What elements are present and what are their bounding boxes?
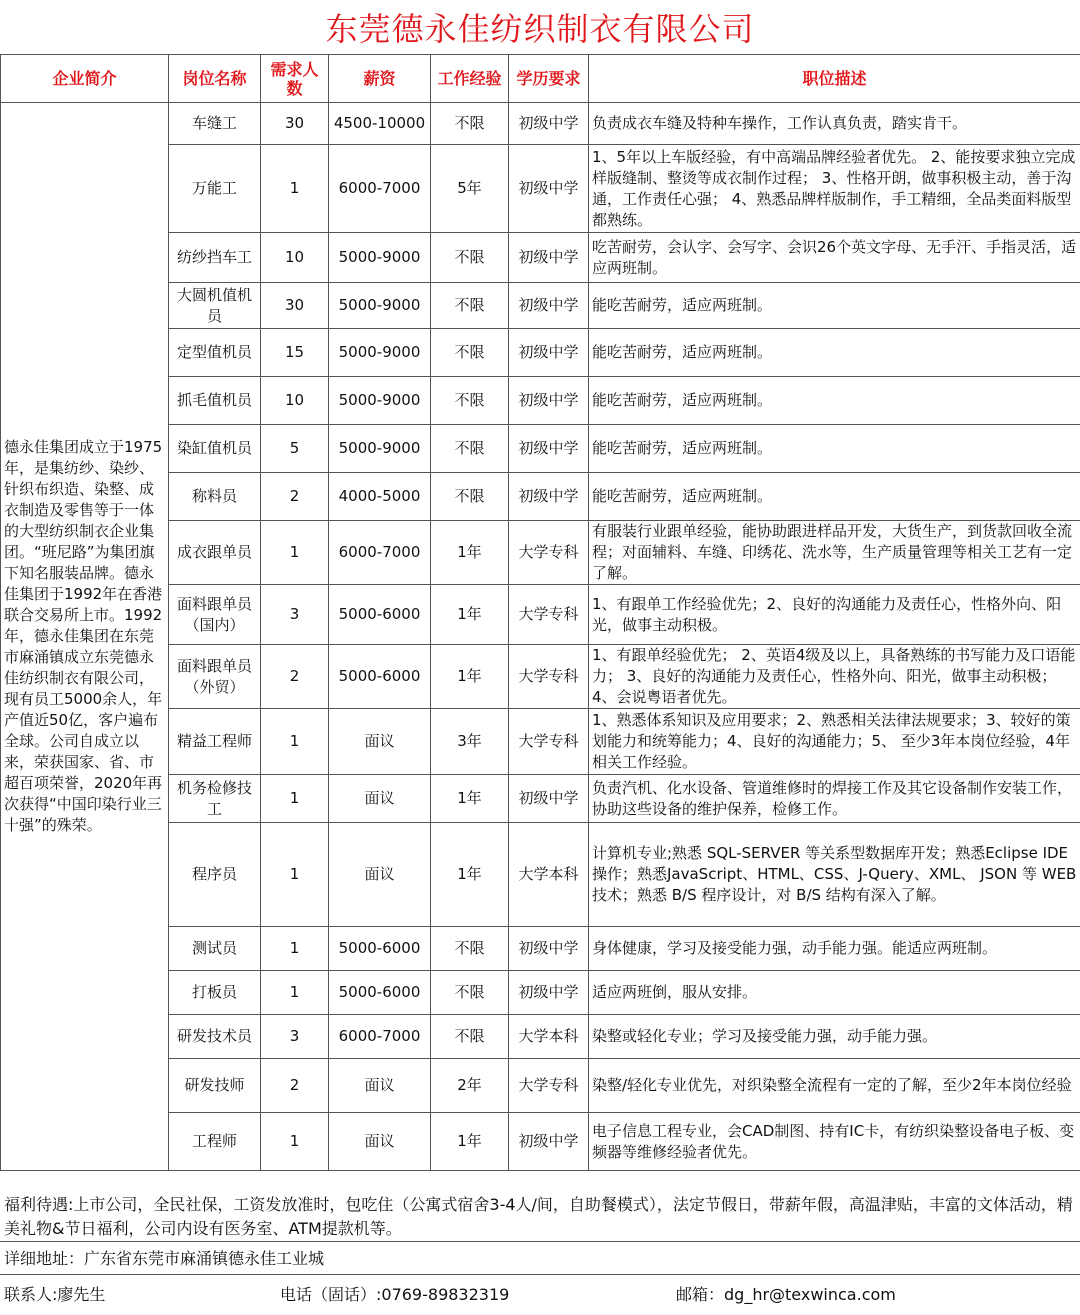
education: 大学本科 <box>509 823 589 927</box>
education: 大学专科 <box>509 585 589 645</box>
address: 详细地址：广东省东莞市麻涌镇德永佳工业城 <box>0 1242 1080 1275</box>
job-table <box>0 54 1080 1171</box>
experience: 1年 <box>431 645 509 709</box>
job-description: 能吃苦耐劳，适应两班制。 <box>589 425 1080 473</box>
experience: 不限 <box>431 283 509 329</box>
salary: 4500-10000 <box>329 103 431 145</box>
job-description: 计算机专业;熟悉 SQL-SERVER 等关系型数据库开发；熟悉Eclipse IDE操作；熟悉JavaScript、HTML、CSS、J-Query、XML、 JSON 等 WEB 技术；熟悉 B/S 程序设计，对 B/S 结构有深入了解。 <box>589 823 1080 927</box>
job-description: 电子信息工程专业，会CAD制图、持有IC卡，有纺织染整设备电子板、变频器等维修经验者优先。 <box>589 1113 1080 1171</box>
headcount: 3 <box>261 585 329 645</box>
salary: 面议 <box>329 1113 431 1171</box>
job-description: 能吃苦耐劳，适应两班制。 <box>589 283 1080 329</box>
experience: 2年 <box>431 1059 509 1113</box>
education: 初级中学 <box>509 329 589 377</box>
job-description: 1、有跟单经验优先； 2、英语4级及以上，具备熟练的书写能力及口语能力； 3、良好的沟通能力及责任心，性格外向、阳光，做事主动积极；4、会说粤语者优先。 <box>589 645 1080 709</box>
job-description: 染整或轻化专业；学习及接受能力强，动手能力强。 <box>589 1015 1080 1059</box>
contact-bar <box>0 1275 1080 1311</box>
education: 初级中学 <box>509 775 589 823</box>
headcount: 1 <box>261 145 329 233</box>
experience: 不限 <box>431 103 509 145</box>
contact-phone: 电话（固话）:0769-89832319 <box>280 1275 509 1315</box>
header-education: 学历要求 <box>509 55 589 103</box>
header-experience: 工作经验 <box>431 55 509 103</box>
headcount: 1 <box>261 521 329 585</box>
contact-email: 邮箱：dg_hr@texwinca.com <box>676 1275 896 1315</box>
salary: 5000-9000 <box>329 425 431 473</box>
position-name: 纺纱挡车工 <box>169 233 261 283</box>
headcount: 5 <box>261 425 329 473</box>
position-name: 抓毛值机员 <box>169 377 261 425</box>
salary: 5000-6000 <box>329 971 431 1015</box>
job-description: 负责成衣车缝及特种车操作，工作认真负责，踏实肯干。 <box>589 103 1080 145</box>
job-description: 有服装行业跟单经验，能协助跟进样品开发，大货生产，到货款回收全流程；对面辅料、车缝、印绣花、洗水等，生产质量管理等相关工艺有一定了解。 <box>589 521 1080 585</box>
headcount: 1 <box>261 775 329 823</box>
salary: 5000-6000 <box>329 585 431 645</box>
position-name: 称料员 <box>169 473 261 521</box>
job-description: 吃苦耐劳，会认字、会写字、会识26个英文字母、无手汗、手指灵活，适应两班制。 <box>589 233 1080 283</box>
education: 初级中学 <box>509 473 589 521</box>
experience: 不限 <box>431 473 509 521</box>
experience: 不限 <box>431 329 509 377</box>
position-name: 打板员 <box>169 971 261 1015</box>
company-intro: 德永佳集团成立于1975年，是集纺纱、染纱、针织布织造、染整、成衣制造及零售等于一体的大型纺织制衣企业集团。“班尼路”为集团旗下知名服装品牌。德永佳集团于1992年在香港联合交易所上市。1992年，德永佳集团在东莞市麻涌镇成立东莞德永佳纺织制衣有限公司，现有员工5000余人，年产值近50亿，客户遍布全球。公司自成立以来，荣获国家、省、市超百项荣誉，2020年再次获得“中国印染行业三十强”的殊荣。 <box>1 103 169 1171</box>
experience: 不限 <box>431 1015 509 1059</box>
education: 大学专科 <box>509 521 589 585</box>
education: 初级中学 <box>509 425 589 473</box>
position-name: 面料跟单员（国内） <box>169 585 261 645</box>
education: 初级中学 <box>509 1113 589 1171</box>
education: 初级中学 <box>509 971 589 1015</box>
education: 初级中学 <box>509 283 589 329</box>
header-salary: 薪资 <box>329 55 431 103</box>
job-description: 能吃苦耐劳，适应两班制。 <box>589 473 1080 521</box>
salary: 5000-9000 <box>329 233 431 283</box>
job-description: 1、熟悉体系知识及应用要求；2、熟悉相关法律法规要求；3、较好的策划能力和统筹能力；4、良好的沟通能力；5、 至少3年本岗位经验，4年相关工作经验。 <box>589 709 1080 775</box>
salary: 5000-9000 <box>329 329 431 377</box>
table-header-row <box>1 55 1080 103</box>
experience: 3年 <box>431 709 509 775</box>
header-position: 岗位名称 <box>169 55 261 103</box>
job-description: 负责汽机、化水设备、管道维修时的焊接工作及其它设备制作安装工作，协助这些设备的维护保养，检修工作。 <box>589 775 1080 823</box>
education: 初级中学 <box>509 103 589 145</box>
position-name: 程序员 <box>169 823 261 927</box>
experience: 不限 <box>431 927 509 971</box>
header-count: 需求人数 <box>261 55 329 103</box>
education: 大学专科 <box>509 645 589 709</box>
headcount: 30 <box>261 103 329 145</box>
headcount: 2 <box>261 645 329 709</box>
job-description: 适应两班倒，服从安排。 <box>589 971 1080 1015</box>
headcount: 10 <box>261 233 329 283</box>
headcount: 15 <box>261 329 329 377</box>
position-name: 机务检修技工 <box>169 775 261 823</box>
headcount: 1 <box>261 823 329 927</box>
headcount: 2 <box>261 1059 329 1113</box>
salary: 6000-7000 <box>329 1015 431 1059</box>
job-description: 能吃苦耐劳，适应两班制。 <box>589 329 1080 377</box>
headcount: 1 <box>261 709 329 775</box>
education: 初级中学 <box>509 927 589 971</box>
education: 大学专科 <box>509 1059 589 1113</box>
job-description: 1、有跟单工作经验优先；2、良好的沟通能力及责任心，性格外向、阳光，做事主动积极。 <box>589 585 1080 645</box>
headcount: 1 <box>261 927 329 971</box>
experience: 不限 <box>431 425 509 473</box>
job-description: 染整/轻化专业优先，对织染整全流程有一定的了解，至少2年本岗位经验 <box>589 1059 1080 1113</box>
position-name: 面料跟单员（外贸） <box>169 645 261 709</box>
contact-person: 联系人:廖先生 <box>4 1275 105 1315</box>
position-name: 成衣跟单员 <box>169 521 261 585</box>
position-name: 大圆机值机员 <box>169 283 261 329</box>
experience: 1年 <box>431 521 509 585</box>
job-description: 身体健康，学习及接受能力强，动手能力强。能适应两班制。 <box>589 927 1080 971</box>
page-title: 东莞德永佳纺织制衣有限公司 <box>0 0 1080 54</box>
headcount: 30 <box>261 283 329 329</box>
header-description: 职位描述 <box>589 55 1080 103</box>
job-description: 1、5年以上车版经验，有中高端品牌经验者优先。 2、能按要求独立完成样版缝制、整烫等成衣制作过程； 3、性格开朗，做事积极主动，善于沟通，工作责任心强； 4、熟悉品牌样版制作，手工精细，全品类面料版型都熟练。 <box>589 145 1080 233</box>
experience: 1年 <box>431 1113 509 1171</box>
headcount: 2 <box>261 473 329 521</box>
experience: 1年 <box>431 823 509 927</box>
education: 初级中学 <box>509 377 589 425</box>
salary: 4000-5000 <box>329 473 431 521</box>
position-name: 测试员 <box>169 927 261 971</box>
position-name: 工程师 <box>169 1113 261 1171</box>
headcount: 10 <box>261 377 329 425</box>
experience: 不限 <box>431 377 509 425</box>
education: 大学专科 <box>509 709 589 775</box>
position-name: 染缸值机员 <box>169 425 261 473</box>
experience: 5年 <box>431 145 509 233</box>
job-description: 能吃苦耐劳，适应两班制。 <box>589 377 1080 425</box>
header-intro: 企业简介 <box>1 55 169 103</box>
position-name: 万能工 <box>169 145 261 233</box>
education: 初级中学 <box>509 233 589 283</box>
table-row <box>1 103 1080 145</box>
education: 初级中学 <box>509 145 589 233</box>
salary: 面议 <box>329 823 431 927</box>
experience: 1年 <box>431 775 509 823</box>
salary: 5000-9000 <box>329 283 431 329</box>
salary: 6000-7000 <box>329 145 431 233</box>
experience: 不限 <box>431 971 509 1015</box>
headcount: 3 <box>261 1015 329 1059</box>
experience: 1年 <box>431 585 509 645</box>
position-name: 研发技术员 <box>169 1015 261 1059</box>
education: 大学本科 <box>509 1015 589 1059</box>
headcount: 1 <box>261 1113 329 1171</box>
experience: 不限 <box>431 233 509 283</box>
salary: 5000-6000 <box>329 645 431 709</box>
salary: 面议 <box>329 709 431 775</box>
salary: 5000-6000 <box>329 927 431 971</box>
position-name: 车缝工 <box>169 103 261 145</box>
salary: 6000-7000 <box>329 521 431 585</box>
position-name: 精益工程师 <box>169 709 261 775</box>
salary: 5000-9000 <box>329 377 431 425</box>
salary: 面议 <box>329 775 431 823</box>
position-name: 定型值机员 <box>169 329 261 377</box>
headcount: 1 <box>261 971 329 1015</box>
benefits: 福利待遇:上市公司，全民社保，工资发放准时，包吃住（公寓式宿舍3-4人/间，自助餐模式），法定节假日，带薪年假，高温津贴，丰富的文体活动，精美礼物&节日福利，公司内设有医务室、ATM提款机等。 <box>0 1190 1080 1242</box>
position-name: 研发技师 <box>169 1059 261 1113</box>
salary: 面议 <box>329 1059 431 1113</box>
